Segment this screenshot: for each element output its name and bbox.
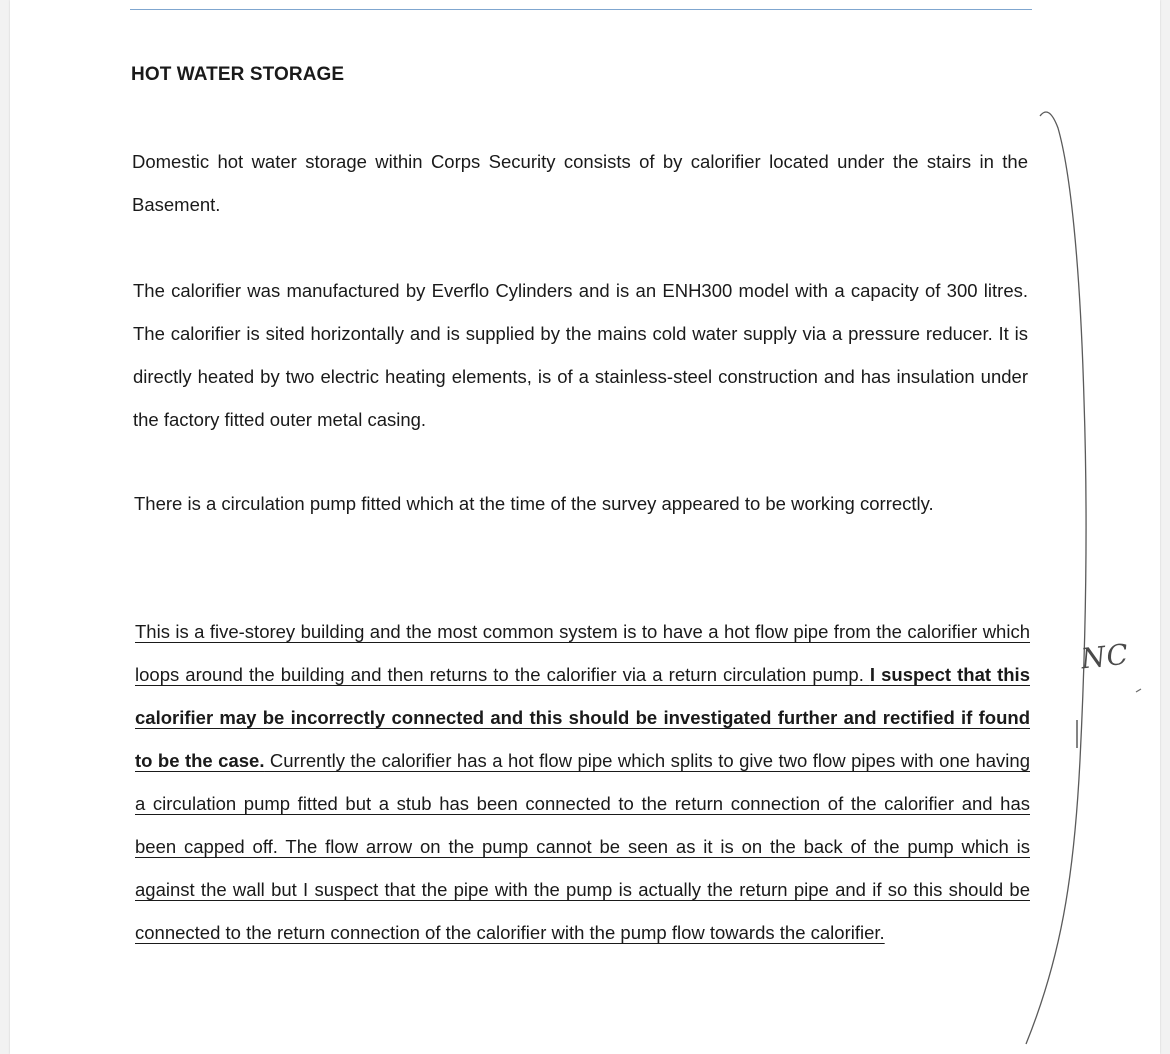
document-page bbox=[10, 0, 1160, 1054]
paragraph-storage-location: Domestic hot water storage within Corps Security consists of by calorifier located under the stairs in the Basement. bbox=[132, 151, 1028, 215]
paragraph-connection-text-1: This is a five-storey building and the most common system is to have a hot flow pipe from the calorifier which loops around the building and then returns to the calorifier via a return circulation pump. bbox=[135, 621, 1030, 685]
paragraph-circulation-pump: There is a circulation pump fitted which at the time of the survey appeared to be working correctly. bbox=[134, 493, 934, 514]
section-heading: HOT WATER STORAGE bbox=[131, 64, 345, 85]
handwritten-initials: NC bbox=[1079, 637, 1131, 676]
paragraph-calorifier-details: The calorifier was manufactured by Everflo Cylinders and is an ENH300 model with a capacity of 300 litres. The calorifier is sited horizontally and is supplied by the mains cold water supply via a pressure reducer. It is directly heated by two electric heating elements, is of a stainless-steel construction and has insulation under the factory fitted outer metal casing. bbox=[133, 280, 1028, 430]
paragraph-connection-text-2: Currently the calorifier has a hot flow pipe which splits to give two flow pipes with one having a circulation pump fitted but a stub has been connected to the return connection of the calorifier and has been capped off. The flow arrow on the pump cannot be seen as it is on the back of the pump which is against the wall but I suspect that the pipe with the pump is actually the return pipe and if so this should be connected to the return connection of the calorifier with the pump flow towards the calorifier. bbox=[135, 750, 1030, 943]
paragraph-connection-issue bbox=[135, 610, 1030, 954]
header-rule bbox=[130, 9, 1032, 10]
paragraph-connection-bold: I suspect that this calorifier may be incorrectly connected and this should be investigated further and rectified if found to be the case. bbox=[135, 664, 1030, 771]
